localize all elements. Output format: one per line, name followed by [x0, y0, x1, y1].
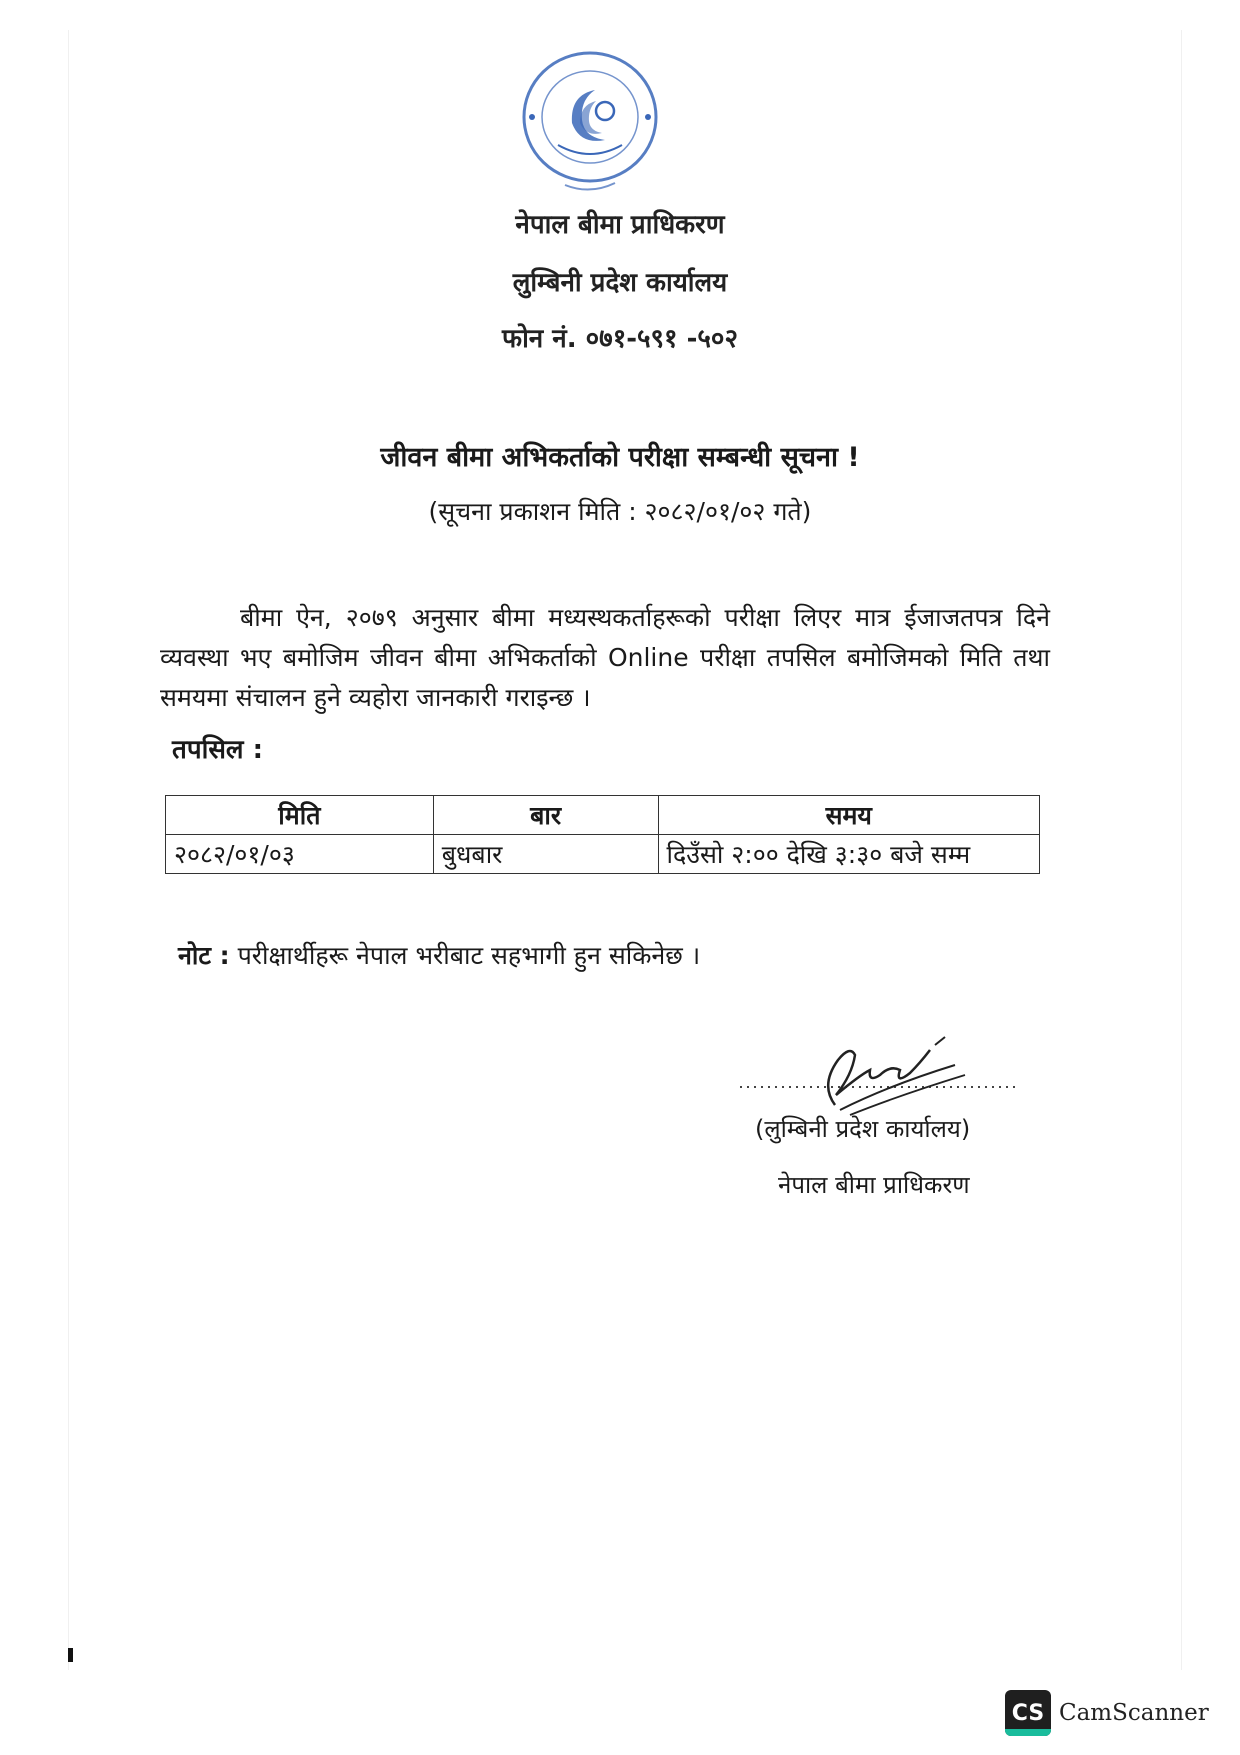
- note: [178, 938, 700, 972]
- details-label: तपसिल :: [172, 735, 263, 765]
- table-row: [166, 835, 1040, 874]
- cell-date: २०८२/०१/०३: [166, 835, 434, 874]
- phone-number: फोन नं. ०७१-५९१ -५०२: [502, 324, 738, 354]
- camscanner-text: CamScanner: [1059, 1700, 1209, 1726]
- note-text: परीक्षार्थीहरू नेपाल भरीबाट सहभागी हुन सकिनेछ ।: [237, 941, 701, 970]
- office-name: लुम्बिनी प्रदेश कार्यालय: [512, 268, 728, 298]
- notice-body: बीमा ऐन, २०७९ अनुसार बीमा मध्यस्थकर्ताहरूको परीक्षा लिएर मात्र ईजाजतपत्र दिने व्यवस्था भए बमोजिम जीवन बीमा अभिकर्ताको Online परीक्षा तपसिल बमोजिमको मिति तथा समयमा संचालन हुने व्यहोरा जानकारी गराइन्छ ।: [160, 603, 1050, 712]
- camscanner-logo-icon: CS: [1005, 1690, 1051, 1736]
- cell-time: दिउँसो २:०० देखि ३:३० बजे सम्म: [658, 835, 1040, 874]
- scan-mark: [68, 1648, 73, 1662]
- column-header-time: समय: [658, 796, 1040, 835]
- cell-day: बुधबार: [433, 835, 658, 874]
- signature-icon: [740, 1015, 1030, 1125]
- signature-organization: नेपाल बीमा प्राधिकरण: [778, 1171, 970, 1199]
- column-header-date: मिति: [166, 796, 434, 835]
- column-header-day: बार: [433, 796, 658, 835]
- schedule-table: [165, 795, 1040, 874]
- organization-name: नेपाल बीमा प्राधिकरण: [515, 210, 725, 240]
- authority-seal-icon: [510, 45, 670, 205]
- signature-office: (लुम्बिनी प्रदेश कार्यालय): [755, 1115, 971, 1143]
- publish-date: (सूचना प्रकाशन मिति : २०८२/०१/०२ गते): [428, 497, 812, 526]
- table-header-row: [166, 796, 1040, 835]
- camscanner-watermark: [1005, 1690, 1209, 1736]
- notice-title: जीवन बीमा अभिकर्ताको परीक्षा सम्बन्धी सूचना !: [380, 442, 860, 473]
- note-label: नोट :: [178, 941, 230, 970]
